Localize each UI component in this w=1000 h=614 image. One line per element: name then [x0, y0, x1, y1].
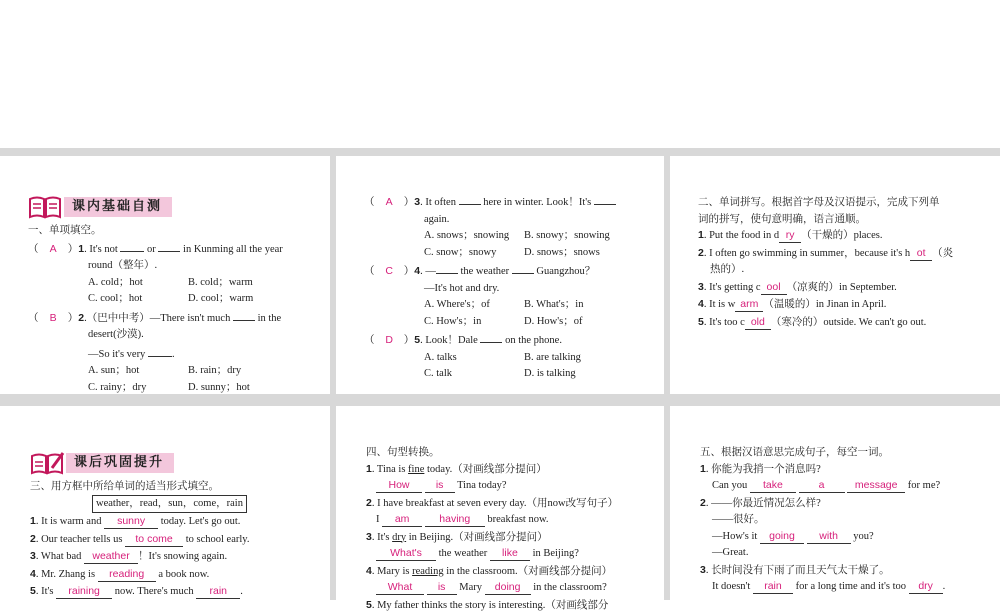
q-text: .	[240, 586, 243, 597]
spelling-5: 5. It's too c old （寒冷的）outside. We can't go out.	[698, 314, 996, 332]
q-text: It is warm and	[41, 516, 101, 527]
q-text: It's	[41, 586, 53, 597]
fill-1: 1. It is warm and sunny today. Let's go out.	[30, 513, 326, 531]
question-5: （ D ）5. Look！Dale on the phone. A. talks B. are talking C. talk D. is talking	[364, 330, 660, 383]
q-text: round（整年）.	[28, 258, 324, 275]
answer: How	[376, 479, 422, 493]
transform-3: 3. It's dry in Beijing.（对画线部分提问） What's the weather like in Beijing?	[366, 529, 662, 563]
q-text: What bad	[41, 551, 82, 562]
q-text: 热的）.	[698, 262, 996, 279]
q-text: —Great.	[700, 545, 998, 562]
option-a: A. sun；hot	[88, 363, 188, 380]
q-text: in Beijing?	[533, 548, 579, 559]
q-text: in Kunming all the year	[183, 244, 283, 255]
q-text: （凉爽的）in September.	[787, 282, 897, 293]
spelling-2: 2. I often go swimming in summer，because it's h ot （炎	[698, 245, 996, 263]
q-text: Mary	[459, 582, 482, 593]
blank	[512, 261, 534, 274]
blank	[480, 330, 502, 343]
option-c: C. snow；snowy	[424, 245, 524, 262]
blank	[120, 239, 144, 252]
underlined-word: dry	[392, 532, 406, 543]
fill-4: 4. Mr. Zhang is reading a book now.	[30, 566, 326, 584]
answer: like	[490, 547, 530, 561]
answer: a	[799, 479, 845, 493]
transform-2: 2. I have breakfast at seven every day.（用now改写句子） I am having breakfast now.	[366, 495, 662, 529]
option-b: B. cold；warm	[188, 275, 288, 292]
q-text: here in winter. Look！It's	[483, 197, 591, 208]
blank	[158, 239, 180, 252]
q-text: Guangzhou？	[536, 266, 595, 277]
question-1: （ A ）1. It's not or in Kunming all the year round（整年）. A. cold；hot B. cold；warm C. cool；hot D. cool；warm	[28, 239, 324, 308]
q-text: （干燥的）places.	[801, 230, 882, 241]
option-a: A. talks	[424, 350, 524, 367]
q-text: breakfast now.	[487, 514, 548, 525]
option-a: A. snows；snowing	[424, 228, 524, 245]
header-title: 课后巩固提升	[66, 453, 174, 474]
q-text: .	[943, 581, 946, 592]
section-title: 五、根据汉语意思完成句子，每空一词。	[700, 444, 998, 461]
panel-word-spelling	[670, 156, 1000, 394]
spelling-4: 4. It is w arm （温暖的）in Jinan in April.	[698, 296, 996, 314]
option-b: B. are talking	[524, 350, 624, 367]
word-box: weather，read，sun，come，rain	[92, 495, 247, 514]
q-text: （寒冷的）outside. We can't go out.	[771, 317, 926, 328]
pen-book-icon	[30, 452, 64, 474]
q-text: Look！Dale	[425, 335, 478, 346]
q-text: Our teacher tells us	[41, 534, 122, 545]
question-number: 3	[414, 196, 420, 208]
q-text: —How's it	[712, 531, 757, 542]
q-text: （炎	[932, 248, 953, 259]
answer: sunny	[104, 515, 158, 529]
option-c: C. cool；hot	[88, 291, 188, 308]
underlined-word: reading	[412, 566, 444, 577]
q-text: Mary is	[377, 566, 409, 577]
q-text: Can you	[712, 480, 747, 491]
q-text: you?	[853, 531, 873, 542]
answer: to come	[125, 533, 183, 547]
q-text: （温暖的）in Jinan in April.	[763, 299, 886, 310]
answer: going	[760, 530, 804, 544]
q-text: for me?	[908, 480, 940, 491]
answer: with	[807, 530, 851, 544]
q-text: It is w	[709, 299, 735, 310]
answer: take	[750, 479, 796, 493]
q-text: —It's hot and dry.	[364, 281, 660, 298]
section-title: 二、单词拼写。根据首字母及汉语提示，完成下列单	[698, 194, 996, 211]
answer: raining	[56, 585, 112, 599]
separator-strip-top	[0, 148, 1000, 156]
answer: dry	[909, 580, 943, 594]
q-text: today. Let's go out.	[161, 516, 241, 527]
fill-3: 3. What bad weather ！It's snowing again.	[30, 548, 326, 566]
q-text: It's too c	[709, 317, 745, 328]
panel-after-class	[0, 406, 330, 600]
answer-5: D	[377, 332, 401, 349]
answer: am	[382, 513, 422, 527]
question-3: （ A ）3. It often here in winter. Look！It's again. A. snows；snowing B. snowy；snowing C. snow；snowy D. snows；snows	[364, 192, 660, 261]
answer: old	[745, 316, 771, 330]
spelling-3: 3. It's getting c ool （凉爽的）in September.	[698, 279, 996, 297]
q-text: I	[376, 514, 380, 525]
q-text: —	[425, 266, 436, 277]
q-text: Tina today?	[457, 480, 507, 491]
q-text: —There isn't much	[150, 313, 231, 324]
chinese-prompt: 你能为我捎一个消息吗?	[711, 464, 821, 475]
q-text: —So it's very	[88, 349, 145, 360]
answer: message	[847, 479, 905, 493]
answer: rain	[196, 585, 240, 599]
book-icon	[28, 196, 62, 218]
q-text: today.（对画线部分提问）	[427, 464, 547, 475]
question-2: （ B ）2.（巴中中考）—There isn't much in the desert(沙漠). —So it's very . A. sun；hot B. rain；dry C. rainy；dry D. sunny；hot	[28, 308, 324, 397]
chinese-prompt: ——很好。	[700, 512, 998, 529]
q-text: in the classroom?	[533, 582, 606, 593]
question-number: 2	[78, 312, 84, 324]
option-d: D. cool；warm	[188, 291, 288, 308]
answer: doing	[485, 581, 531, 595]
q-text: I have breakfast at seven every day.（用now改写句子）	[377, 498, 618, 509]
q-source: （巴中中考）	[87, 313, 150, 324]
answer: reading	[98, 568, 156, 582]
section-header	[28, 194, 324, 220]
section-title: 三、用方框中所给单词的适当形式填空。	[30, 478, 326, 495]
answer: What	[376, 581, 424, 595]
section-header	[30, 450, 326, 476]
blank	[436, 261, 458, 274]
blank	[148, 344, 172, 357]
question-number: 4	[414, 265, 420, 277]
blank	[594, 192, 616, 205]
option-a: A. Where's；of	[424, 297, 524, 314]
answer: having	[425, 513, 485, 527]
q-text: It's getting c	[709, 282, 760, 293]
q-text: It's	[377, 532, 389, 543]
option-a: A. cold；hot	[88, 275, 188, 292]
q-text: ！It's snowing again.	[138, 551, 227, 562]
question-4: （ C ）4. — the weather Guangzhou？ —It's hot and dry. A. Where's；of B. What's；in C. How's；in D. How's；of	[364, 261, 660, 330]
answer: ry	[779, 229, 801, 243]
chinese-prompt: ——你最近情况怎么样?	[711, 498, 821, 509]
question-number: 1	[78, 243, 84, 255]
panel-single-choice-cont	[336, 156, 664, 394]
option-c: C. rainy；dry	[88, 380, 188, 397]
answer-2: B	[41, 310, 65, 327]
blank	[459, 192, 481, 205]
transform-4: 4. Mary is reading in the classroom.（对画线部分提问） What is Mary doing in the classroom?	[366, 563, 662, 597]
q-text: on the phone.	[505, 335, 562, 346]
option-b: B. What's；in	[524, 297, 624, 314]
q-text: My father thinks the story is interesting.（对画线部分	[377, 600, 608, 611]
q-text: Tina is	[377, 464, 406, 475]
spelling-1: 1. Put the food in d ry （干燥的）places.	[698, 227, 996, 245]
option-b: B. snowy；snowing	[524, 228, 624, 245]
answer-4: C	[377, 263, 401, 280]
option-b: B. rain；dry	[188, 363, 288, 380]
question-number: 5	[414, 334, 420, 346]
header-title: 课内基础自测	[64, 197, 172, 218]
blank	[233, 308, 255, 321]
q-text: now. There's much	[115, 586, 194, 597]
answer: arm	[735, 298, 763, 312]
answer-1: A	[41, 241, 65, 258]
q-text: It doesn't	[712, 581, 750, 592]
answer: is	[425, 479, 455, 493]
option-d: D. is talking	[524, 366, 624, 383]
underlined-word: fine	[408, 464, 424, 475]
q-text: I often go swimming in summer，because it's h	[709, 248, 910, 259]
option-d: D. sunny；hot	[188, 380, 288, 397]
fill-2: 2. Our teacher tells us to come to school early.	[30, 531, 326, 549]
q-text: It's not	[89, 244, 117, 255]
q-text: the weather	[460, 266, 509, 277]
chinese-prompt: 长时间没有下雨了而且天气太干燥了。	[711, 565, 890, 576]
q-text: in the	[258, 313, 282, 324]
answer: weather	[84, 550, 138, 564]
option-c: C. talk	[424, 366, 524, 383]
section-title: 四、句型转换。	[366, 444, 662, 461]
q-text: a book now.	[158, 569, 209, 580]
q-text: Put the food in d	[709, 230, 779, 241]
panel-sentence-transform	[336, 406, 664, 600]
panel-in-class-test	[0, 156, 330, 394]
q-text: in the classroom.（对画线部分提问）	[446, 566, 612, 577]
panel-complete-sentences	[670, 406, 1000, 600]
q-text: the weather	[439, 548, 488, 559]
answer: ot	[910, 247, 932, 261]
q-text: to school early.	[186, 534, 250, 545]
q-text: or	[147, 244, 156, 255]
complete-3: 3. 长时间没有下雨了而且天气太干燥了。 It doesn't rain for a long time and it's too dry .	[700, 562, 998, 596]
fill-5: 5. It's raining now. There's much rain .	[30, 583, 326, 601]
option-c: C. How's；in	[424, 314, 524, 331]
answer: What's	[376, 547, 436, 561]
q-text: in Beijing.（对画线部分提问）	[409, 532, 548, 543]
answer: rain	[753, 580, 793, 594]
q-text: It often	[425, 197, 456, 208]
q-text: again.	[364, 212, 660, 229]
section-title-cont: 词的拼写，使句意明确，语言通顺。	[698, 211, 996, 228]
complete-1: 1. 你能为我捎一个消息吗? Can you take a message for me?	[700, 461, 998, 495]
transform-5: 5. My father thinks the story is interesting.（对画线部分	[366, 597, 662, 614]
transform-1: 1. Tina is fine today.（对画线部分提问） How is Tina today?	[366, 461, 662, 495]
answer-3: A	[377, 194, 401, 211]
option-d: D. snows；snows	[524, 245, 624, 262]
answer: is	[427, 581, 457, 595]
complete-2: 2. ——你最近情况怎么样? ——很好。 —How's it going with you? —Great.	[700, 495, 998, 562]
q-text: Mr. Zhang is	[41, 569, 95, 580]
section-title: 一、单项填空。	[0, 222, 324, 239]
q-text: desert(沙漠).	[28, 327, 324, 344]
answer: ool	[761, 281, 787, 295]
option-d: D. How's；of	[524, 314, 624, 331]
q-text: for a long time and it's too	[796, 581, 906, 592]
